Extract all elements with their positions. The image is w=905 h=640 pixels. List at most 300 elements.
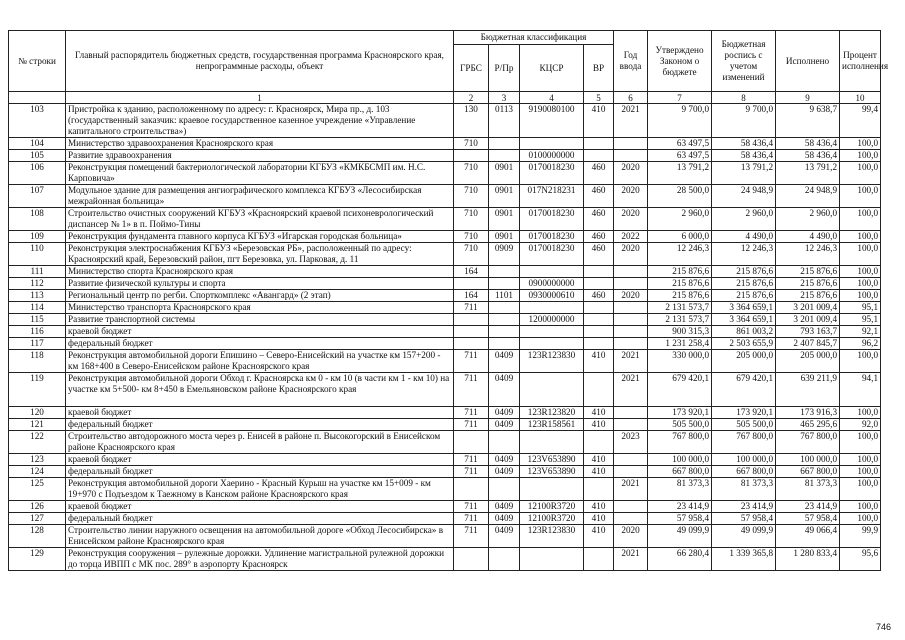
table-row bbox=[9, 338, 881, 350]
row-vr-cell: 410 bbox=[584, 419, 614, 431]
row-rpr-cell: 0409 bbox=[489, 350, 520, 373]
row-percent-cell: 100,0 bbox=[840, 150, 881, 162]
row-number-cell: 122 bbox=[9, 431, 66, 454]
row-vr-cell: 410 bbox=[584, 350, 614, 373]
table-row bbox=[9, 466, 881, 478]
row-percent-cell: 99,9 bbox=[840, 525, 881, 548]
row-kcsr-cell bbox=[520, 478, 584, 501]
table-row bbox=[9, 431, 881, 454]
row-percent-cell: 100,0 bbox=[840, 350, 881, 373]
row-approved-cell: 667 800,0 bbox=[648, 466, 712, 478]
row-rpr-cell: 0409 bbox=[489, 454, 520, 466]
row-year-cell: 2021 bbox=[614, 373, 648, 407]
row-kcsr-cell: 12100R3720 bbox=[520, 513, 584, 525]
row-rpr-cell bbox=[489, 314, 520, 326]
row-name-cell: Региональный центр по регби. Спорткомплекс «Авангард» (2 этап) bbox=[66, 290, 454, 302]
row-vr-cell bbox=[584, 314, 614, 326]
row-budget-cell: 3 364 659,1 bbox=[712, 302, 776, 314]
row-budget-cell: 23 414,9 bbox=[712, 501, 776, 513]
table-row bbox=[9, 231, 881, 243]
row-approved-cell: 12 246,3 bbox=[648, 243, 712, 266]
row-executed-cell: 215 876,6 bbox=[776, 266, 840, 278]
row-rpr-cell: 0409 bbox=[489, 513, 520, 525]
page-number: 746 bbox=[875, 622, 891, 632]
budget-table bbox=[8, 30, 889, 571]
row-percent-cell: 95,1 bbox=[840, 314, 881, 326]
row-grbs-cell: 164 bbox=[454, 266, 489, 278]
row-vr-cell bbox=[584, 431, 614, 454]
row-year-cell bbox=[614, 501, 648, 513]
col-number: 1 bbox=[66, 92, 454, 104]
row-executed-cell: 12 246,3 bbox=[776, 243, 840, 266]
table-row bbox=[9, 326, 881, 338]
row-year-cell bbox=[614, 138, 648, 150]
row-executed-cell: 9 638,7 bbox=[776, 104, 840, 138]
row-executed-cell: 2 960,0 bbox=[776, 208, 840, 231]
row-number-cell: 106 bbox=[9, 162, 66, 185]
row-rpr-cell: 0409 bbox=[489, 407, 520, 419]
row-kcsr-cell bbox=[520, 302, 584, 314]
row-executed-cell: 13 791,2 bbox=[776, 162, 840, 185]
row-budget-cell: 505 500,0 bbox=[712, 419, 776, 431]
row-percent-cell: 100,0 bbox=[840, 431, 881, 454]
header-kcsr: КЦСР bbox=[520, 45, 584, 92]
row-budget-cell: 2 503 655,9 bbox=[712, 338, 776, 350]
row-vr-cell bbox=[584, 548, 614, 571]
table-row bbox=[9, 314, 881, 326]
row-approved-cell: 173 920,1 bbox=[648, 407, 712, 419]
table-row bbox=[9, 162, 881, 185]
row-rpr-cell: 0113 bbox=[489, 104, 520, 138]
row-approved-cell: 66 280,4 bbox=[648, 548, 712, 571]
row-executed-cell: 3 201 009,4 bbox=[776, 302, 840, 314]
row-approved-cell: 63 497,5 bbox=[648, 150, 712, 162]
row-executed-cell: 205 000,0 bbox=[776, 350, 840, 373]
table-row bbox=[9, 290, 881, 302]
row-kcsr-cell: 123V653890 bbox=[520, 454, 584, 466]
row-kcsr-cell bbox=[520, 138, 584, 150]
row-grbs-cell: 711 bbox=[454, 501, 489, 513]
row-percent-cell: 100,0 bbox=[840, 290, 881, 302]
row-number-cell: 119 bbox=[9, 373, 66, 407]
row-kcsr-cell: 9190080100 bbox=[520, 104, 584, 138]
table-row bbox=[9, 278, 881, 290]
row-year-cell bbox=[614, 338, 648, 350]
row-percent-cell: 100,0 bbox=[840, 478, 881, 501]
row-number-cell: 108 bbox=[9, 208, 66, 231]
row-grbs-cell bbox=[454, 478, 489, 501]
row-budget-cell: 12 246,3 bbox=[712, 243, 776, 266]
row-kcsr-cell: 123V653890 bbox=[520, 466, 584, 478]
row-rpr-cell: 0901 bbox=[489, 162, 520, 185]
row-number-cell: 120 bbox=[9, 407, 66, 419]
row-budget-cell: 215 876,6 bbox=[712, 290, 776, 302]
row-budget-cell: 667 800,0 bbox=[712, 466, 776, 478]
row-rpr-cell bbox=[489, 548, 520, 571]
row-percent-cell: 100,0 bbox=[840, 407, 881, 419]
row-number-cell: 128 bbox=[9, 525, 66, 548]
row-percent-cell: 100,0 bbox=[840, 162, 881, 185]
row-approved-cell: 505 500,0 bbox=[648, 419, 712, 431]
row-percent-cell: 92,1 bbox=[840, 326, 881, 338]
header-approved: Утверждено Законом о бюджете bbox=[648, 31, 712, 92]
row-year-cell bbox=[614, 302, 648, 314]
row-vr-cell: 460 bbox=[584, 162, 614, 185]
table-row bbox=[9, 150, 881, 162]
row-number-cell: 117 bbox=[9, 338, 66, 350]
row-approved-cell: 1 231 258,4 bbox=[648, 338, 712, 350]
col-number: 5 bbox=[584, 92, 614, 104]
row-approved-cell: 81 373,3 bbox=[648, 478, 712, 501]
col-number bbox=[9, 92, 66, 104]
col-number: 8 bbox=[712, 92, 776, 104]
row-grbs-cell: 711 bbox=[454, 407, 489, 419]
row-executed-cell: 81 373,3 bbox=[776, 478, 840, 501]
row-budget-cell: 58 436,4 bbox=[712, 150, 776, 162]
row-year-cell bbox=[614, 150, 648, 162]
row-percent-cell: 100,0 bbox=[840, 513, 881, 525]
row-executed-cell: 1 280 833,4 bbox=[776, 548, 840, 571]
row-budget-cell: 767 800,0 bbox=[712, 431, 776, 454]
row-name-cell: Строительство автодорожного моста через р. Енисей в районе п. Высокогорский в Енисейском районе Красноярского края bbox=[66, 431, 454, 454]
row-kcsr-cell bbox=[520, 431, 584, 454]
row-executed-cell: 58 436,4 bbox=[776, 150, 840, 162]
row-name-cell: Развитие транспортной системы bbox=[66, 314, 454, 326]
row-approved-cell: 28 500,0 bbox=[648, 185, 712, 208]
table-row bbox=[9, 454, 881, 466]
row-executed-cell: 58 436,4 bbox=[776, 138, 840, 150]
table-row bbox=[9, 208, 881, 231]
row-grbs-cell: 711 bbox=[454, 466, 489, 478]
row-vr-cell: 410 bbox=[584, 466, 614, 478]
row-rpr-cell bbox=[489, 138, 520, 150]
row-kcsr-cell bbox=[520, 326, 584, 338]
row-name-cell: Развитие здравоохранения bbox=[66, 150, 454, 162]
row-executed-cell: 2 407 845,7 bbox=[776, 338, 840, 350]
row-rpr-cell: 1101 bbox=[489, 290, 520, 302]
row-percent-cell: 100,0 bbox=[840, 454, 881, 466]
row-approved-cell: 6 000,0 bbox=[648, 231, 712, 243]
row-vr-cell bbox=[584, 373, 614, 407]
row-budget-cell: 57 958,4 bbox=[712, 513, 776, 525]
row-percent-cell: 100,0 bbox=[840, 501, 881, 513]
row-percent-cell: 96,2 bbox=[840, 338, 881, 350]
row-vr-cell: 460 bbox=[584, 231, 614, 243]
row-rpr-cell bbox=[489, 431, 520, 454]
row-kcsr-cell: 1200000000 bbox=[520, 314, 584, 326]
table-row bbox=[9, 185, 881, 208]
row-percent-cell: 95,6 bbox=[840, 548, 881, 571]
row-approved-cell: 9 700,0 bbox=[648, 104, 712, 138]
row-kcsr-cell: 0930000610 bbox=[520, 290, 584, 302]
row-grbs-cell: 711 bbox=[454, 302, 489, 314]
row-grbs-cell: 711 bbox=[454, 513, 489, 525]
row-number-cell: 123 bbox=[9, 454, 66, 466]
row-kcsr-cell: 0170018230 bbox=[520, 231, 584, 243]
row-rpr-cell: 0901 bbox=[489, 185, 520, 208]
row-kcsr-cell: 0170018230 bbox=[520, 162, 584, 185]
row-name-cell: Строительство линии наружного освещения на автомобильной дороге «Обход Лесосибирска» в Енисейском районе Красноярского края bbox=[66, 525, 454, 548]
row-name-cell: краевой бюджет bbox=[66, 454, 454, 466]
row-number-cell: 105 bbox=[9, 150, 66, 162]
row-rpr-cell: 0901 bbox=[489, 231, 520, 243]
row-grbs-cell: 710 bbox=[454, 185, 489, 208]
row-name-cell: краевой бюджет bbox=[66, 407, 454, 419]
row-executed-cell: 639 211,9 bbox=[776, 373, 840, 407]
row-number-cell: 121 bbox=[9, 419, 66, 431]
header-year: Год ввода bbox=[614, 31, 648, 92]
row-number-cell: 111 bbox=[9, 266, 66, 278]
row-budget-cell: 9 700,0 bbox=[712, 104, 776, 138]
row-kcsr-cell bbox=[520, 266, 584, 278]
row-rpr-cell: 0409 bbox=[489, 501, 520, 513]
row-rpr-cell bbox=[489, 326, 520, 338]
row-grbs-cell: 164 bbox=[454, 290, 489, 302]
row-number-cell: 125 bbox=[9, 478, 66, 501]
row-approved-cell: 2 131 573,7 bbox=[648, 314, 712, 326]
header-name: Главный распорядитель бюджетных средств, государственная программа Красноярского края, непрограммные расходы, объект bbox=[66, 31, 454, 92]
row-year-cell: 2021 bbox=[614, 104, 648, 138]
row-percent-cell: 92,0 bbox=[840, 419, 881, 431]
row-approved-cell: 2 960,0 bbox=[648, 208, 712, 231]
row-grbs-cell: 710 bbox=[454, 162, 489, 185]
row-executed-cell: 767 800,0 bbox=[776, 431, 840, 454]
row-percent-cell: 100,0 bbox=[840, 208, 881, 231]
row-kcsr-cell: 123R123820 bbox=[520, 407, 584, 419]
table-row bbox=[9, 302, 881, 314]
row-name-cell: Реконструкция электроснабжения КГБУЗ «Березовская РБ», расположенный по адресу: Красноярский край, Березовский район, пгт Березовка, ул. Парковая, д. 11 bbox=[66, 243, 454, 266]
row-number-cell: 112 bbox=[9, 278, 66, 290]
table-row bbox=[9, 525, 881, 548]
col-number: 9 bbox=[776, 92, 840, 104]
row-budget-cell: 13 791,2 bbox=[712, 162, 776, 185]
budget-table-sheet bbox=[8, 30, 889, 571]
row-executed-cell: 57 958,4 bbox=[776, 513, 840, 525]
table-row bbox=[9, 104, 881, 138]
row-number-cell: 115 bbox=[9, 314, 66, 326]
row-grbs-cell bbox=[454, 548, 489, 571]
row-approved-cell: 767 800,0 bbox=[648, 431, 712, 454]
row-budget-cell: 1 339 365,8 bbox=[712, 548, 776, 571]
row-grbs-cell: 710 bbox=[454, 231, 489, 243]
row-approved-cell: 215 876,6 bbox=[648, 278, 712, 290]
row-year-cell bbox=[614, 513, 648, 525]
row-name-cell: Реконструкция автомобильной дороги Хаерино - Красный Курыш на участке км 15+009 - км 19+970 с Подъездом к Таежному в Канском районе Красноярского края bbox=[66, 478, 454, 501]
header-percent: Процент исполнения bbox=[840, 31, 881, 92]
table-row bbox=[9, 478, 881, 501]
row-vr-cell: 410 bbox=[584, 513, 614, 525]
row-year-cell bbox=[614, 314, 648, 326]
col-number: 2 bbox=[454, 92, 489, 104]
row-kcsr-cell: 0900000000 bbox=[520, 278, 584, 290]
row-vr-cell bbox=[584, 138, 614, 150]
row-name-cell: Реконструкция сооружения – рулежные дорожки. Удлинение магистральной рулежной дорожки до торца ИВПП с МК пос. 289° в аэропорту Красноярск bbox=[66, 548, 454, 571]
row-approved-cell: 23 414,9 bbox=[648, 501, 712, 513]
row-name-cell: федеральный бюджет bbox=[66, 419, 454, 431]
row-year-cell bbox=[614, 419, 648, 431]
row-budget-cell: 100 000,0 bbox=[712, 454, 776, 466]
row-budget-cell: 2 960,0 bbox=[712, 208, 776, 231]
row-percent-cell: 94,1 bbox=[840, 373, 881, 407]
row-vr-cell: 460 bbox=[584, 208, 614, 231]
row-grbs-cell: 710 bbox=[454, 208, 489, 231]
row-budget-cell: 215 876,6 bbox=[712, 266, 776, 278]
row-grbs-cell: 710 bbox=[454, 138, 489, 150]
row-name-cell: Министерство спорта Красноярского края bbox=[66, 266, 454, 278]
row-executed-cell: 215 876,6 bbox=[776, 290, 840, 302]
row-rpr-cell: 0409 bbox=[489, 373, 520, 407]
row-name-cell: Реконструкция автомобильной дороги Обход г. Красноярска км 0 - км 10 (в части км 1 - км 10) на участке км 5+500- км 8+450 в Емельяновском районе Красноярского края bbox=[66, 373, 454, 407]
row-grbs-cell: 711 bbox=[454, 350, 489, 373]
table-row bbox=[9, 243, 881, 266]
row-budget-cell: 861 003,2 bbox=[712, 326, 776, 338]
row-year-cell bbox=[614, 454, 648, 466]
row-year-cell: 2021 bbox=[614, 478, 648, 501]
row-grbs-cell: 711 bbox=[454, 373, 489, 407]
row-rpr-cell bbox=[489, 266, 520, 278]
row-approved-cell: 215 876,6 bbox=[648, 290, 712, 302]
row-approved-cell: 49 099,9 bbox=[648, 525, 712, 548]
row-year-cell bbox=[614, 407, 648, 419]
row-approved-cell: 57 958,4 bbox=[648, 513, 712, 525]
row-number-cell: 116 bbox=[9, 326, 66, 338]
row-budget-cell: 215 876,6 bbox=[712, 278, 776, 290]
row-approved-cell: 215 876,6 bbox=[648, 266, 712, 278]
row-executed-cell: 173 916,3 bbox=[776, 407, 840, 419]
row-kcsr-cell bbox=[520, 548, 584, 571]
row-rpr-cell bbox=[489, 278, 520, 290]
row-vr-cell: 460 bbox=[584, 290, 614, 302]
row-vr-cell: 410 bbox=[584, 501, 614, 513]
row-number-cell: 104 bbox=[9, 138, 66, 150]
header-budget-class: Бюджетная классификация bbox=[454, 31, 614, 45]
row-grbs-cell bbox=[454, 326, 489, 338]
row-year-cell: 2020 bbox=[614, 243, 648, 266]
table-row bbox=[9, 266, 881, 278]
row-kcsr-cell: 0170018230 bbox=[520, 243, 584, 266]
table-row bbox=[9, 138, 881, 150]
row-kcsr-cell: 123R158561 bbox=[520, 419, 584, 431]
row-kcsr-cell bbox=[520, 373, 584, 407]
table-row bbox=[9, 501, 881, 513]
row-percent-cell: 100,0 bbox=[840, 266, 881, 278]
row-percent-cell: 99,4 bbox=[840, 104, 881, 138]
row-grbs-cell bbox=[454, 314, 489, 326]
col-number: 7 bbox=[648, 92, 712, 104]
row-name-cell: Модульное здание для размещения ангиографического комплекса КГБУЗ «Лесосибирская межрайонная больница» bbox=[66, 185, 454, 208]
row-number-cell: 113 bbox=[9, 290, 66, 302]
row-number-cell: 109 bbox=[9, 231, 66, 243]
row-budget-cell: 58 436,4 bbox=[712, 138, 776, 150]
col-number: 4 bbox=[520, 92, 584, 104]
header-rpr: Р/Пр bbox=[489, 45, 520, 92]
row-vr-cell: 410 bbox=[584, 454, 614, 466]
row-kcsr-cell: 0170018230 bbox=[520, 208, 584, 231]
row-name-cell: Реконструкция помещений бактериологической лаборатории КГБУЗ «КМКБСМП им. Н.С. Карповича» bbox=[66, 162, 454, 185]
row-kcsr-cell: 123R123830 bbox=[520, 525, 584, 548]
row-name-cell: Реконструкция фундамента главного корпуса КГБУЗ «Игарская городская больница» bbox=[66, 231, 454, 243]
row-approved-cell: 900 315,3 bbox=[648, 326, 712, 338]
header-grbs: ГРБС bbox=[454, 45, 489, 92]
row-kcsr-cell: 123R123830 bbox=[520, 350, 584, 373]
row-vr-cell: 410 bbox=[584, 407, 614, 419]
row-budget-cell: 49 099,9 bbox=[712, 525, 776, 548]
row-number-cell: 129 bbox=[9, 548, 66, 571]
row-number-cell: 126 bbox=[9, 501, 66, 513]
row-approved-cell: 13 791,2 bbox=[648, 162, 712, 185]
row-kcsr-cell bbox=[520, 338, 584, 350]
row-rpr-cell: 0409 bbox=[489, 419, 520, 431]
row-executed-cell: 667 800,0 bbox=[776, 466, 840, 478]
col-number: 6 bbox=[614, 92, 648, 104]
row-number-cell: 127 bbox=[9, 513, 66, 525]
row-budget-cell: 81 373,3 bbox=[712, 478, 776, 501]
row-year-cell: 2021 bbox=[614, 548, 648, 571]
row-vr-cell bbox=[584, 326, 614, 338]
table-row bbox=[9, 407, 881, 419]
row-year-cell bbox=[614, 326, 648, 338]
row-grbs-cell: 711 bbox=[454, 525, 489, 548]
row-kcsr-cell: 017N218231 bbox=[520, 185, 584, 208]
row-executed-cell: 100 000,0 bbox=[776, 454, 840, 466]
row-budget-cell: 24 948,9 bbox=[712, 185, 776, 208]
row-approved-cell: 2 131 573,7 bbox=[648, 302, 712, 314]
row-executed-cell: 793 163,7 bbox=[776, 326, 840, 338]
row-number-cell: 118 bbox=[9, 350, 66, 373]
row-budget-cell: 173 920,1 bbox=[712, 407, 776, 419]
row-grbs-cell bbox=[454, 150, 489, 162]
row-name-cell: Министерство здравоохранения Красноярского края bbox=[66, 138, 454, 150]
row-number-cell: 110 bbox=[9, 243, 66, 266]
row-vr-cell: 410 bbox=[584, 525, 614, 548]
row-kcsr-cell: 12100R3720 bbox=[520, 501, 584, 513]
row-number-cell: 114 bbox=[9, 302, 66, 314]
row-year-cell: 2022 bbox=[614, 231, 648, 243]
row-approved-cell: 330 000,0 bbox=[648, 350, 712, 373]
row-percent-cell: 100,0 bbox=[840, 243, 881, 266]
row-year-cell: 2023 bbox=[614, 431, 648, 454]
row-name-cell: федеральный бюджет bbox=[66, 338, 454, 350]
row-name-cell: краевой бюджет bbox=[66, 501, 454, 513]
row-grbs-cell: 710 bbox=[454, 243, 489, 266]
row-vr-cell bbox=[584, 302, 614, 314]
row-year-cell bbox=[614, 466, 648, 478]
row-percent-cell: 100,0 bbox=[840, 278, 881, 290]
row-year-cell: 2020 bbox=[614, 525, 648, 548]
row-number-cell: 107 bbox=[9, 185, 66, 208]
row-vr-cell bbox=[584, 266, 614, 278]
row-vr-cell bbox=[584, 278, 614, 290]
row-executed-cell: 465 295,6 bbox=[776, 419, 840, 431]
row-grbs-cell: 711 bbox=[454, 419, 489, 431]
table-row bbox=[9, 373, 881, 407]
row-grbs-cell bbox=[454, 431, 489, 454]
row-year-cell: 2020 bbox=[614, 162, 648, 185]
row-vr-cell: 460 bbox=[584, 243, 614, 266]
row-percent-cell: 100,0 bbox=[840, 231, 881, 243]
row-rpr-cell bbox=[489, 338, 520, 350]
row-grbs-cell: 130 bbox=[454, 104, 489, 138]
row-vr-cell bbox=[584, 338, 614, 350]
row-approved-cell: 63 497,5 bbox=[648, 138, 712, 150]
col-number: 3 bbox=[489, 92, 520, 104]
row-name-cell: федеральный бюджет bbox=[66, 513, 454, 525]
row-year-cell: 2020 bbox=[614, 185, 648, 208]
row-budget-cell: 679 420,1 bbox=[712, 373, 776, 407]
header-budget-list: Бюджетная роспись с учетом изменений bbox=[712, 31, 776, 92]
row-grbs-cell: 711 bbox=[454, 454, 489, 466]
row-rpr-cell: 0901 bbox=[489, 208, 520, 231]
